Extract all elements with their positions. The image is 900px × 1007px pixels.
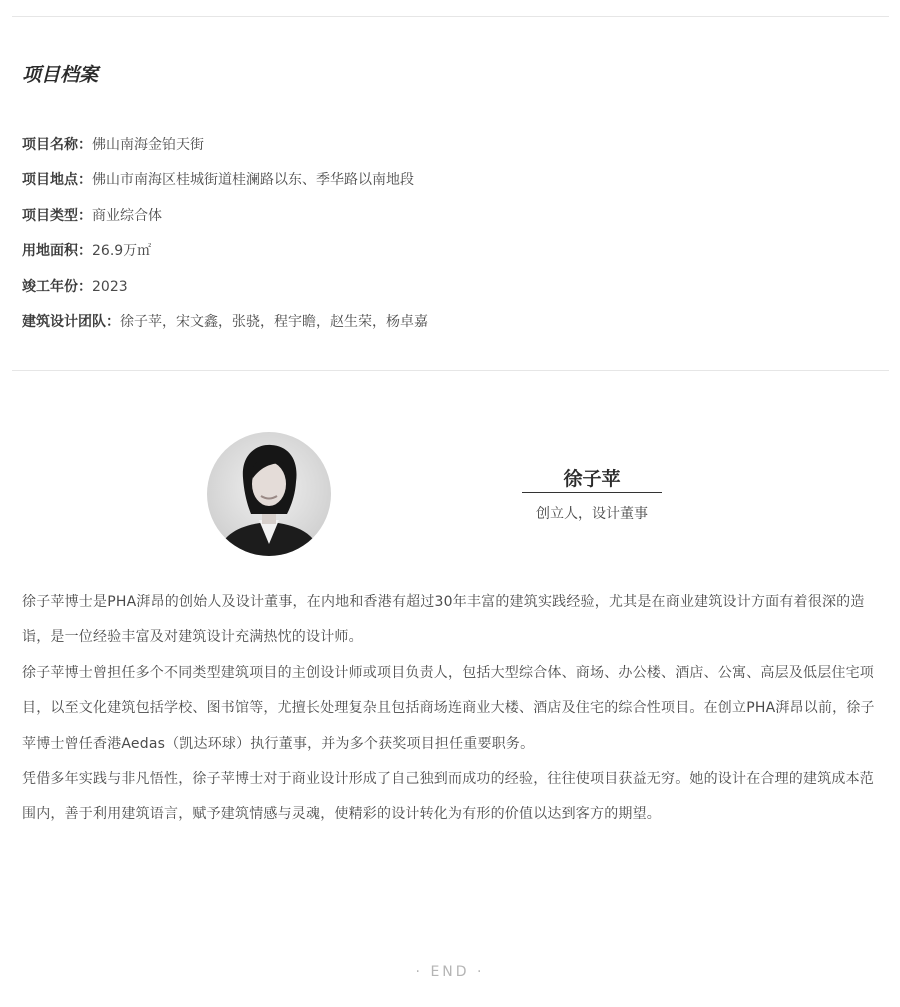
bio-paragraph: 凭借多年实践与非凡悟性，徐子苹博士对于商业设计形成了自己独到而成功的经验，往往使项目获益无穷。她的设计在合理的建筑成本范围内，善于利用建筑语言，赋予建筑情感与灵魂，使精彩的设计转化为有形的价值以达到客方的期望。 [22, 771, 874, 823]
info-value: 徐子苹，宋文鑫，张骁，程宇瞻，赵生荣，杨卓嘉 [120, 313, 428, 330]
top-divider [12, 16, 889, 17]
name-underline [522, 492, 662, 493]
end-marker: · END · [415, 964, 485, 980]
bio-paragraph: 徐子苹博士曾担任多个不同类型建筑项目的主创设计师或项目负责人，包括大型综合体、商场、办公楼、酒店、公寓、高层及低层住宅项目，以至文化建筑包括学校、图书馆等，尤擅长处理复杂且包括商场连商业大楼、酒店及住宅的综合性项目。在创立PHA湃昂以前，徐子苹博士曾任香港Aedas（凯达环球）执行董事，并为多个获奖项目担任重要职务。 [22, 664, 875, 752]
avatar [207, 432, 331, 556]
middle-divider [12, 370, 889, 371]
info-key: 项目类型： [22, 207, 92, 224]
portrait-image [207, 432, 331, 556]
info-value: 26.9万㎡ [92, 243, 152, 260]
info-row-location [22, 163, 428, 198]
info-key: 建筑设计团队： [22, 313, 120, 330]
info-value: 佛山市南海区桂城街道桂澜路以东、季华路以南地段 [92, 172, 414, 189]
info-row-name [22, 128, 428, 163]
person-role: 创立人，设计董事 [536, 506, 648, 522]
info-value: 2023 [92, 278, 128, 295]
biography [22, 585, 884, 833]
project-info-list [22, 128, 428, 340]
info-row-year [22, 270, 428, 305]
info-row-team [22, 305, 428, 340]
info-key: 竣工年份： [22, 278, 92, 295]
info-value: 商业综合体 [92, 207, 162, 224]
info-key: 项目名称： [22, 137, 92, 153]
info-value: 佛山南海金铂天街 [92, 137, 204, 153]
info-row-type [22, 199, 428, 234]
info-row-area [22, 234, 428, 269]
section-title: 项目档案 [22, 64, 99, 86]
info-key: 用地面积： [22, 243, 92, 260]
person-name: 徐子苹 [563, 468, 621, 490]
info-key: 项目地点： [22, 172, 92, 189]
bio-paragraph: 徐子苹博士是PHA湃昂的创始人及设计董事，在内地和香港有超过30年丰富的建筑实践经验，尤其是在商业建筑设计方面有着很深的造诣，是一位经验丰富及对建筑设计充满热忱的设计师。 [22, 594, 865, 646]
